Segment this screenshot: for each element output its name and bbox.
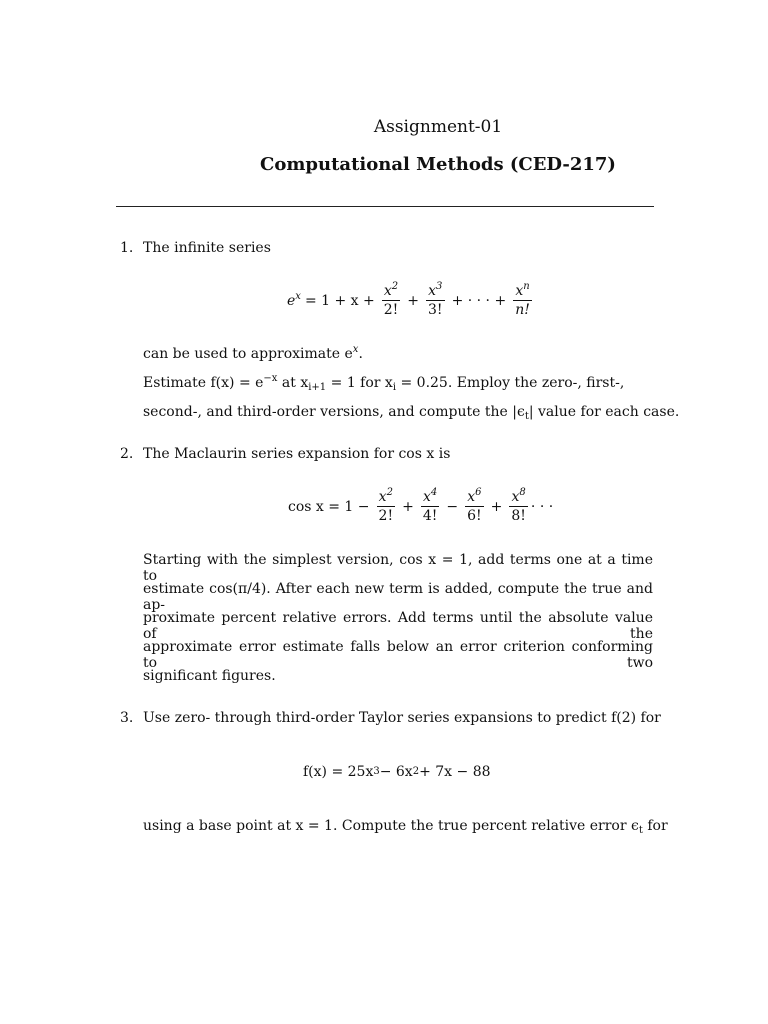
eq2-ellipsis: · · ·: [530, 498, 554, 515]
eq2-term-4: $\frac{x^4}{4!}$: [422, 487, 438, 524]
problem-1-intro: The infinite series: [143, 240, 271, 256]
eq2-op-4: −: [446, 498, 459, 515]
eq3-part-1: f(x) = 25x: [303, 764, 374, 780]
problem-1-equation: [287, 282, 535, 319]
problem-3-number: 3.: [120, 710, 134, 726]
eq3-part-2: − 6x: [379, 764, 413, 780]
eq1-plus: +: [407, 292, 420, 309]
problem-2-intro: The Maclaurin series expansion for cos x is: [143, 446, 451, 462]
problem-2-line-2: estimate cos(π/4). After each new term is added, compute the true and ap-: [143, 581, 653, 613]
assignment-title: Assignment-01: [373, 117, 503, 137]
eq1-term-2: $\frac{x^2}{2!}$: [383, 281, 399, 318]
eq1-ellipsis: + · · · +: [451, 292, 507, 309]
problem-3-line-1: using a base point at x = 1. Compute the true percent relative error $\epsilon_t$ for: [143, 818, 668, 836]
course-title: Computational Methods (CED-217): [260, 154, 616, 175]
eq1-rhs-start: = 1 + x +: [304, 292, 375, 309]
problem-1-line-2: Estimate $f(x) = e^{-x}$ at $x_{i+1} = 1$ for $x_i = 0.25$. Employ the zero-, first-,: [143, 373, 625, 393]
problem-3-intro: Use zero- through third-order Taylor series expansions to predict f(2) for: [143, 710, 661, 726]
problem-2-number: 2.: [120, 446, 134, 462]
problem-1-line-1: can be used to approximate $e^x$.: [143, 344, 363, 362]
eq3-part-3: + 7x − 88: [419, 764, 491, 780]
problem-3-equation: f(x) = 25x 3 − 6x 2 + 7x − 88: [303, 764, 491, 780]
eq2-op-2: +: [402, 498, 414, 515]
eq1-lhs: $e^x$: [287, 290, 301, 309]
eq2-term-2: $\frac{x^2}{2!}$: [378, 487, 394, 524]
problem-2-line-5: significant figures.: [143, 668, 276, 684]
problem-2-equation: [284, 488, 553, 525]
problem-1-number: 1.: [120, 240, 134, 256]
eq2-term-8: $\frac{x^8}{8!}$: [511, 487, 526, 524]
problem-2-line-3: proximate percent relative errors. Add terms until the absolute value of the: [143, 610, 653, 642]
problem-2-line-4: approximate error estimate falls below an error criterion conforming to two: [143, 639, 653, 671]
eq1-term-n: $\frac{x^n}{n!}$: [515, 281, 530, 318]
eq2-term-6: $\frac{x^6}{6!}$: [467, 487, 482, 524]
header-rule: [116, 206, 654, 207]
problem-2-line-1: Starting with the simplest version, cos x = 1, add terms one at a time to: [143, 552, 653, 584]
eq2-lhs: cos x = 1 −: [288, 498, 370, 515]
eq2-op-6: +: [490, 498, 503, 515]
problem-1-line-3: second-, and third-order versions, and compute the $|\epsilon_t|$ value for each case.: [143, 404, 680, 422]
eq1-term-3: $\frac{x^3}{3!}$: [428, 281, 443, 318]
